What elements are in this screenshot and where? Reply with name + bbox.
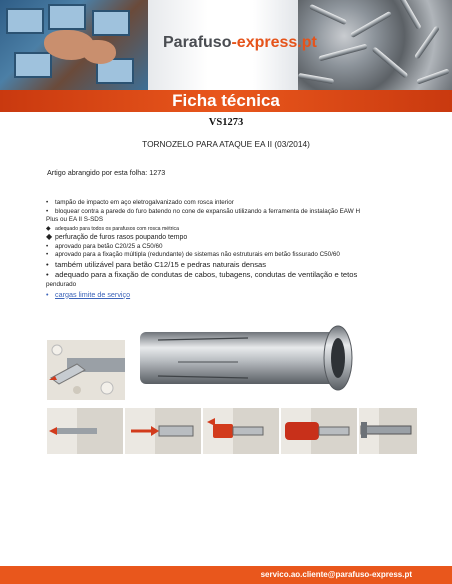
parts-tray: [92, 10, 130, 36]
installation-step-3: [203, 408, 279, 454]
parts-tray: [48, 4, 86, 30]
feature-item: ◆ perfuração de furos rasos poupando tempo: [46, 231, 188, 241]
product-title: TORNOZELO PARA ATAQUE EA II (03/2014): [142, 139, 310, 149]
installation-step-1: [47, 408, 123, 454]
customer-service-email[interactable]: servico.ao.cliente@parafuso-express.pt: [260, 570, 412, 579]
feature-item: • adequado para a fixação de condutas de cabos, tubagens, condutas de ventilação e tetos: [46, 270, 358, 280]
sheet-title: Ficha técnica: [172, 91, 280, 110]
feature-item: • aprovado para a fixação múltipla (redundante) de sistemas não estruturais em betão fissurado C50/60: [46, 251, 340, 259]
bullet-icon: •: [46, 207, 49, 215]
feature-list: [46, 199, 386, 300]
bullet-icon: •: [46, 199, 49, 206]
workshop-photo: [0, 0, 148, 90]
feature-item: • também utilizável para betão C12/15 e pedras naturais densas: [46, 259, 267, 269]
brand-logo: [163, 34, 317, 52]
installation-step-4: [281, 408, 357, 454]
bullet-icon: •: [46, 270, 49, 280]
screws-photo: [298, 0, 452, 90]
feature-item: pendurado: [46, 280, 77, 288]
bullet-icon: •: [46, 242, 49, 250]
bullet-icon: •: [46, 259, 49, 269]
bullet-icon: •: [46, 251, 49, 259]
article-line: Artigo abrangido por esta folha: 1273: [47, 168, 166, 177]
service-loads-link[interactable]: cargas limite de serviço: [55, 289, 131, 299]
title-banner: [0, 90, 452, 112]
product-code: VS1273: [208, 117, 244, 128]
parts-tray: [6, 8, 44, 34]
hand-shape: [82, 40, 116, 64]
footer-bar: [0, 566, 452, 584]
feature-item: [46, 290, 386, 300]
header-banner-image: [0, 0, 452, 90]
installation-step-2: [125, 408, 201, 454]
feature-item: • aprovado para betão C20/25 a C50/60: [46, 242, 163, 250]
brand-accent: -express.pt: [231, 34, 317, 51]
bullet-icon: •: [46, 289, 49, 299]
installation-step-5: [359, 408, 417, 454]
feature-item: • tampão de impacto em aço eletrogalvanizado com rosca interior: [46, 199, 234, 206]
feature-item: • bloquear contra a parede do furo batendo no cone de expansão utilizando a ferramenta de instalação EAW H: [46, 207, 361, 215]
diamond-icon: ◆: [46, 225, 51, 232]
brand-name: Parafuso: [163, 34, 232, 51]
anchor-product-image: [138, 322, 356, 394]
installation-diagram: [47, 340, 125, 400]
feature-item: Plus ou EA II S-SDS: [46, 216, 104, 224]
parts-tray: [14, 52, 52, 78]
diamond-icon: ◆: [46, 231, 53, 241]
feature-item: ◆ adequado para todos os parafusos com rosca métrica: [46, 225, 179, 232]
